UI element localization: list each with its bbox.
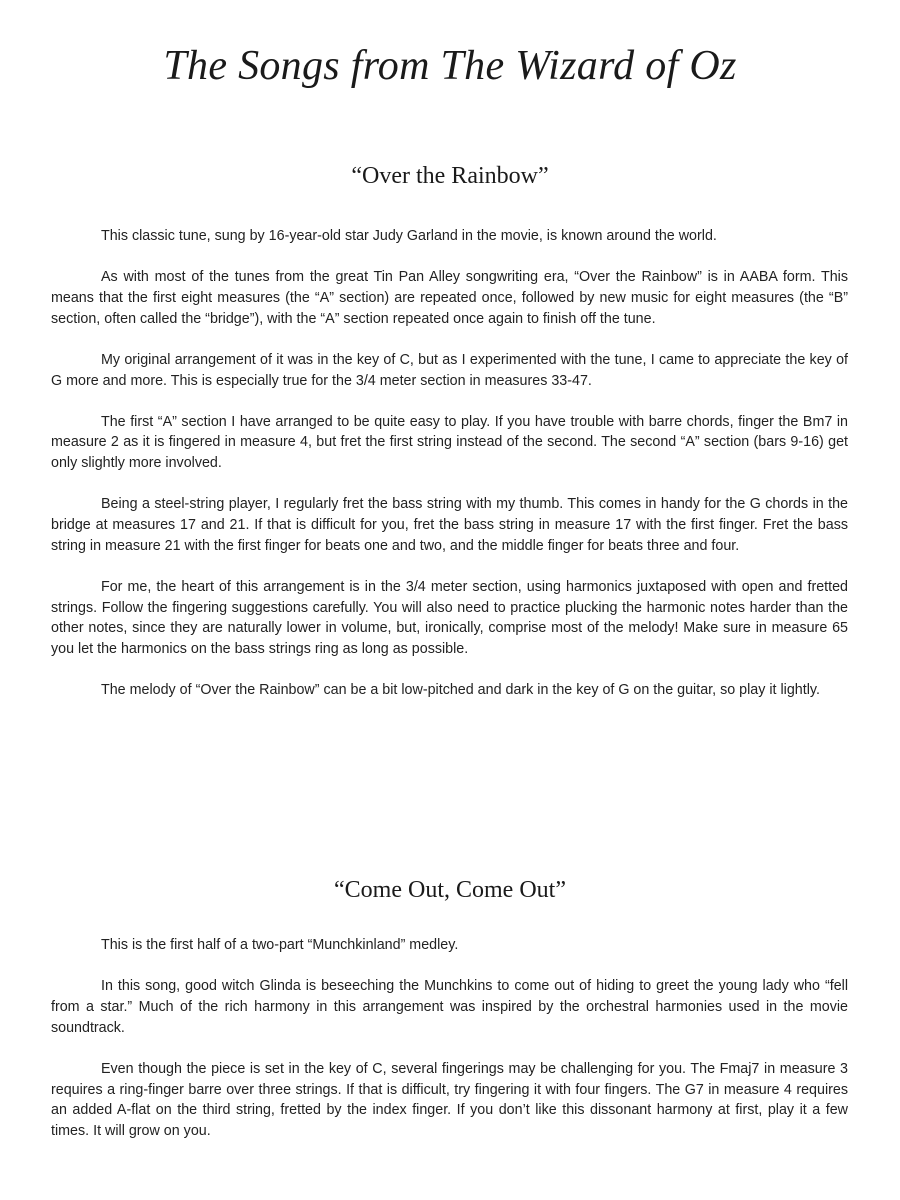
section-heading-over-the-rainbow: “Over the Rainbow” xyxy=(351,163,549,189)
paragraph: The melody of “Over the Rainbow” can be a bit low-pitched and dark in the key of G on the guitar, so play it lightly. xyxy=(101,682,820,699)
paragraph: My original arrangement of it was in the key of C, but as I experimented with the tune, I came to appreciate the key of G more and more. This is especially true for the 3/4 meter section in measures 33-47. xyxy=(51,351,848,389)
paragraph: In this song, good witch Glinda is beseeching the Munchkins to come out of hiding to greet the young lady who “fell from a star.” Much of the rich harmony in this arrangement was inspired by the orchestral harmonies used in the movie soundtrack. xyxy=(51,978,848,1036)
paragraph: The first “A” section I have arranged to be quite easy to play. If you have trouble with barre chords, finger the Bm7 in measure 2 as it is fingered in measure 4, but fret the first string instead of the second. The second “A” section (bars 9-16) get only slightly more involved. xyxy=(51,413,848,472)
paragraph: For me, the heart of this arrangement is in the 3/4 meter section, using harmonics juxtaposed with open and fretted strings. Follow the fingering suggestions carefully. You will also need to practice plucking the harmonic notes harder than the other notes, since they are naturally lower in volume, but, ironically, comprise most of the melody! Make sure in measure 65 you let the harmonics on the bass strings ring as long as possible. xyxy=(51,578,848,658)
section-heading-come-out-come-out: “Come Out, Come Out” xyxy=(334,877,566,903)
paragraph: Being a steel-string player, I regularly fret the bass string with my thumb. This comes in handy for the G chords in the bridge at measures 17 and 21. If that is difficult for you, fret the bass string in measure 17 with the first finger. Fret the bass string in measure 21 with the first finger for beats one and two, and the middle finger for beats three and four. xyxy=(51,496,848,554)
section-body-over-the-rainbow xyxy=(51,226,848,721)
page-title: The Songs from The Wizard of Oz xyxy=(163,43,737,89)
paragraph: This is the first half of a two-part “Munchkinland” medley. xyxy=(101,937,459,953)
paragraph: This classic tune, sung by 16-year-old star Judy Garland in the movie, is known around the world. xyxy=(101,228,717,244)
paragraph: Even though the piece is set in the key of C, several fingerings may be challenging for you. The Fmaj7 in measure 3 requires a ring-finger barre over three strings. If that is difficult, try fingering it with four fingers. The G7 in measure 4 requires an added A-flat on the third string, fretted by the index finger. If you don’t like this dissonant harmony at first, play it a few times. It will grow on you. xyxy=(51,1060,848,1139)
section-body-come-out-come-out xyxy=(51,935,848,1162)
paragraph: As with most of the tunes from the great Tin Pan Alley songwriting era, “Over the Rainbow” is in AABA form. This means that the first eight measures (the “A” section) are repeated once, followed by new music for eight measures (the “B” section, often called the “bridge”), with the “A” section repeated once again to finish off the tune. xyxy=(51,269,848,327)
